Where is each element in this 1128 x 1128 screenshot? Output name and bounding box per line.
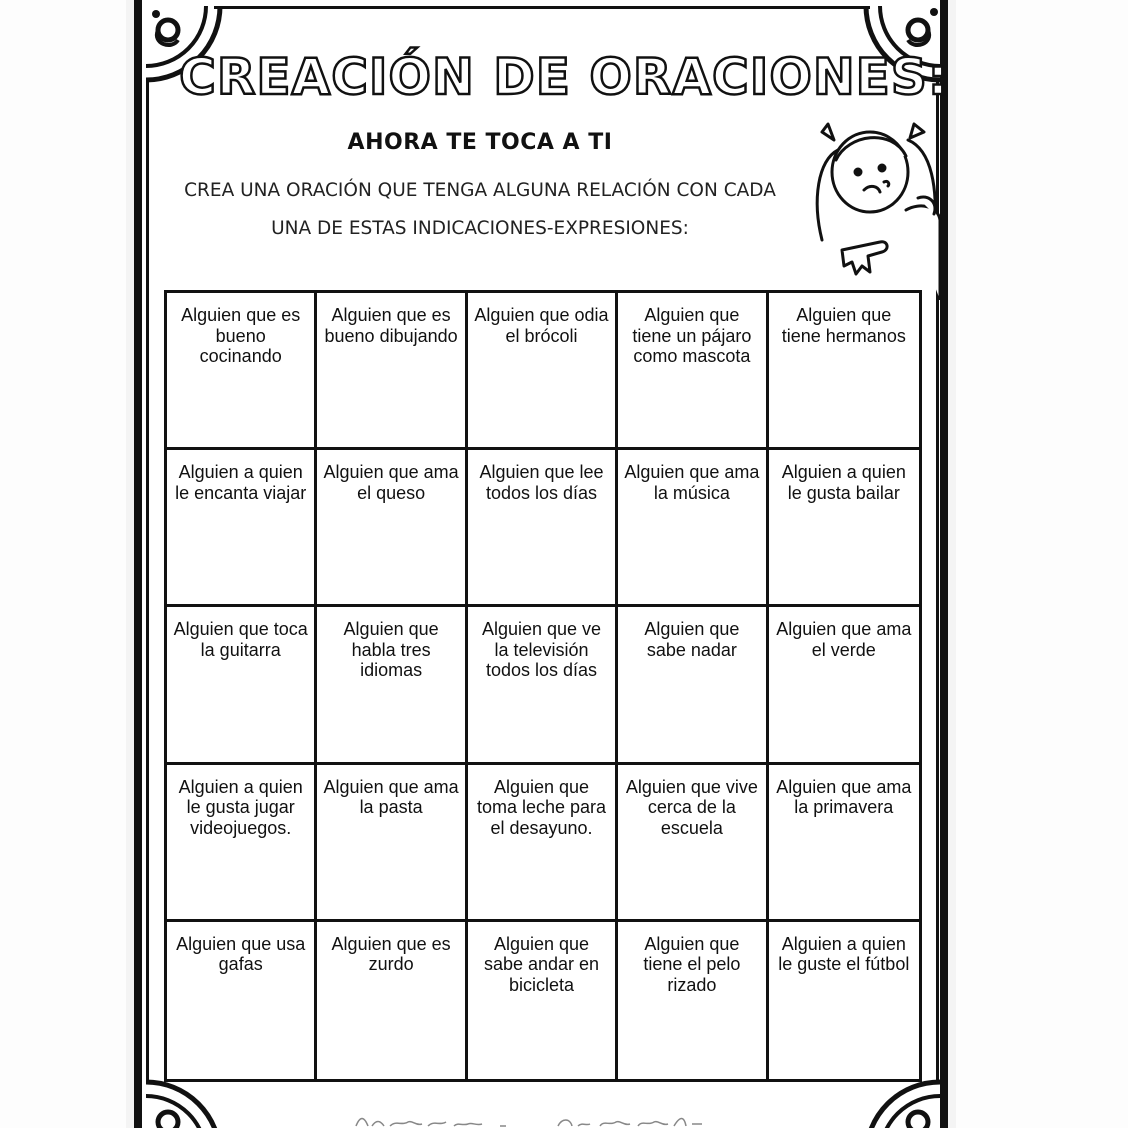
swirl-corner-icon <box>854 1078 944 1128</box>
prompt-cell: Alguien a quien le guste el fútbol <box>778 933 910 975</box>
handwritten-signature-icon <box>350 1112 730 1128</box>
prompt-cell: Alguien que ama el verde <box>769 607 919 764</box>
prompt-cell: Alguien que tiene un pájaro como mascota <box>618 293 768 450</box>
prompt-cell: Alguien que habla tres idiomas <box>317 607 467 764</box>
prompt-cell: Alguien que ama la pasta <box>317 765 467 922</box>
prompt-cell: Alguien que tiene el pelo rizado <box>618 922 768 1079</box>
swirl-corner-icon <box>142 1078 232 1128</box>
prompt-cell: Alguien que usa gafas <box>167 922 317 1079</box>
prompt-cell: Alguien a quien le gusta bailar <box>769 450 919 607</box>
prompt-cell: Alguien que tiene hermanos <box>769 293 919 450</box>
prompt-cell: Alguien que odia el brócoli <box>468 293 618 450</box>
prompt-cell: Alguien a quien le gusta jugar videojuegos. <box>167 765 317 922</box>
cartoon-girl-illustration <box>808 110 948 300</box>
worksheet-subtitle: AHORA TE TOCA A TI <box>347 130 613 155</box>
prompt-cell: Alguien que vive cerca de la escuela <box>618 765 768 922</box>
worksheet-title: CREACIÓN DE ORACIONES: <box>179 48 949 106</box>
prompt-cell: Alguien que ve la televisión todos los días <box>468 607 618 764</box>
prompt-cell: Alguien que sabe andar en bicicleta <box>468 922 618 1079</box>
prompt-grid <box>164 290 922 1082</box>
prompt-cell: Alguien a quien le encanta viajar <box>167 450 317 607</box>
prompt-cell: Alguien que ama la primavera <box>769 765 919 922</box>
prompt-cell: Alguien que toca la guitarra <box>167 607 317 764</box>
instruction-line-2: UNA DE ESTAS INDICACIONES-EXPRESIONES: <box>271 218 689 239</box>
frame-left-line <box>146 80 149 1080</box>
prompt-cell: Alguien que es bueno dibujando <box>317 293 467 450</box>
prompt-cell: Alguien que ama el queso <box>317 450 467 607</box>
frame-top-line <box>214 6 870 9</box>
prompt-cell: Alguien que lee todos los días <box>468 450 618 607</box>
instruction-line-1: CREA UNA ORACIÓN QUE TENGA ALGUNA RELACIÓN CON CADA <box>184 180 776 201</box>
prompt-cell: Alguien que toma leche para el desayuno. <box>468 765 618 922</box>
prompt-cell: Alguien que sabe nadar <box>618 607 768 764</box>
prompt-cell: Alguien que es zurdo <box>317 922 467 1079</box>
prompt-cell: Alguien que es bueno cocinando <box>167 293 317 450</box>
prompt-cell: Alguien que ama la música <box>618 450 768 607</box>
footer-signature <box>350 1112 730 1128</box>
